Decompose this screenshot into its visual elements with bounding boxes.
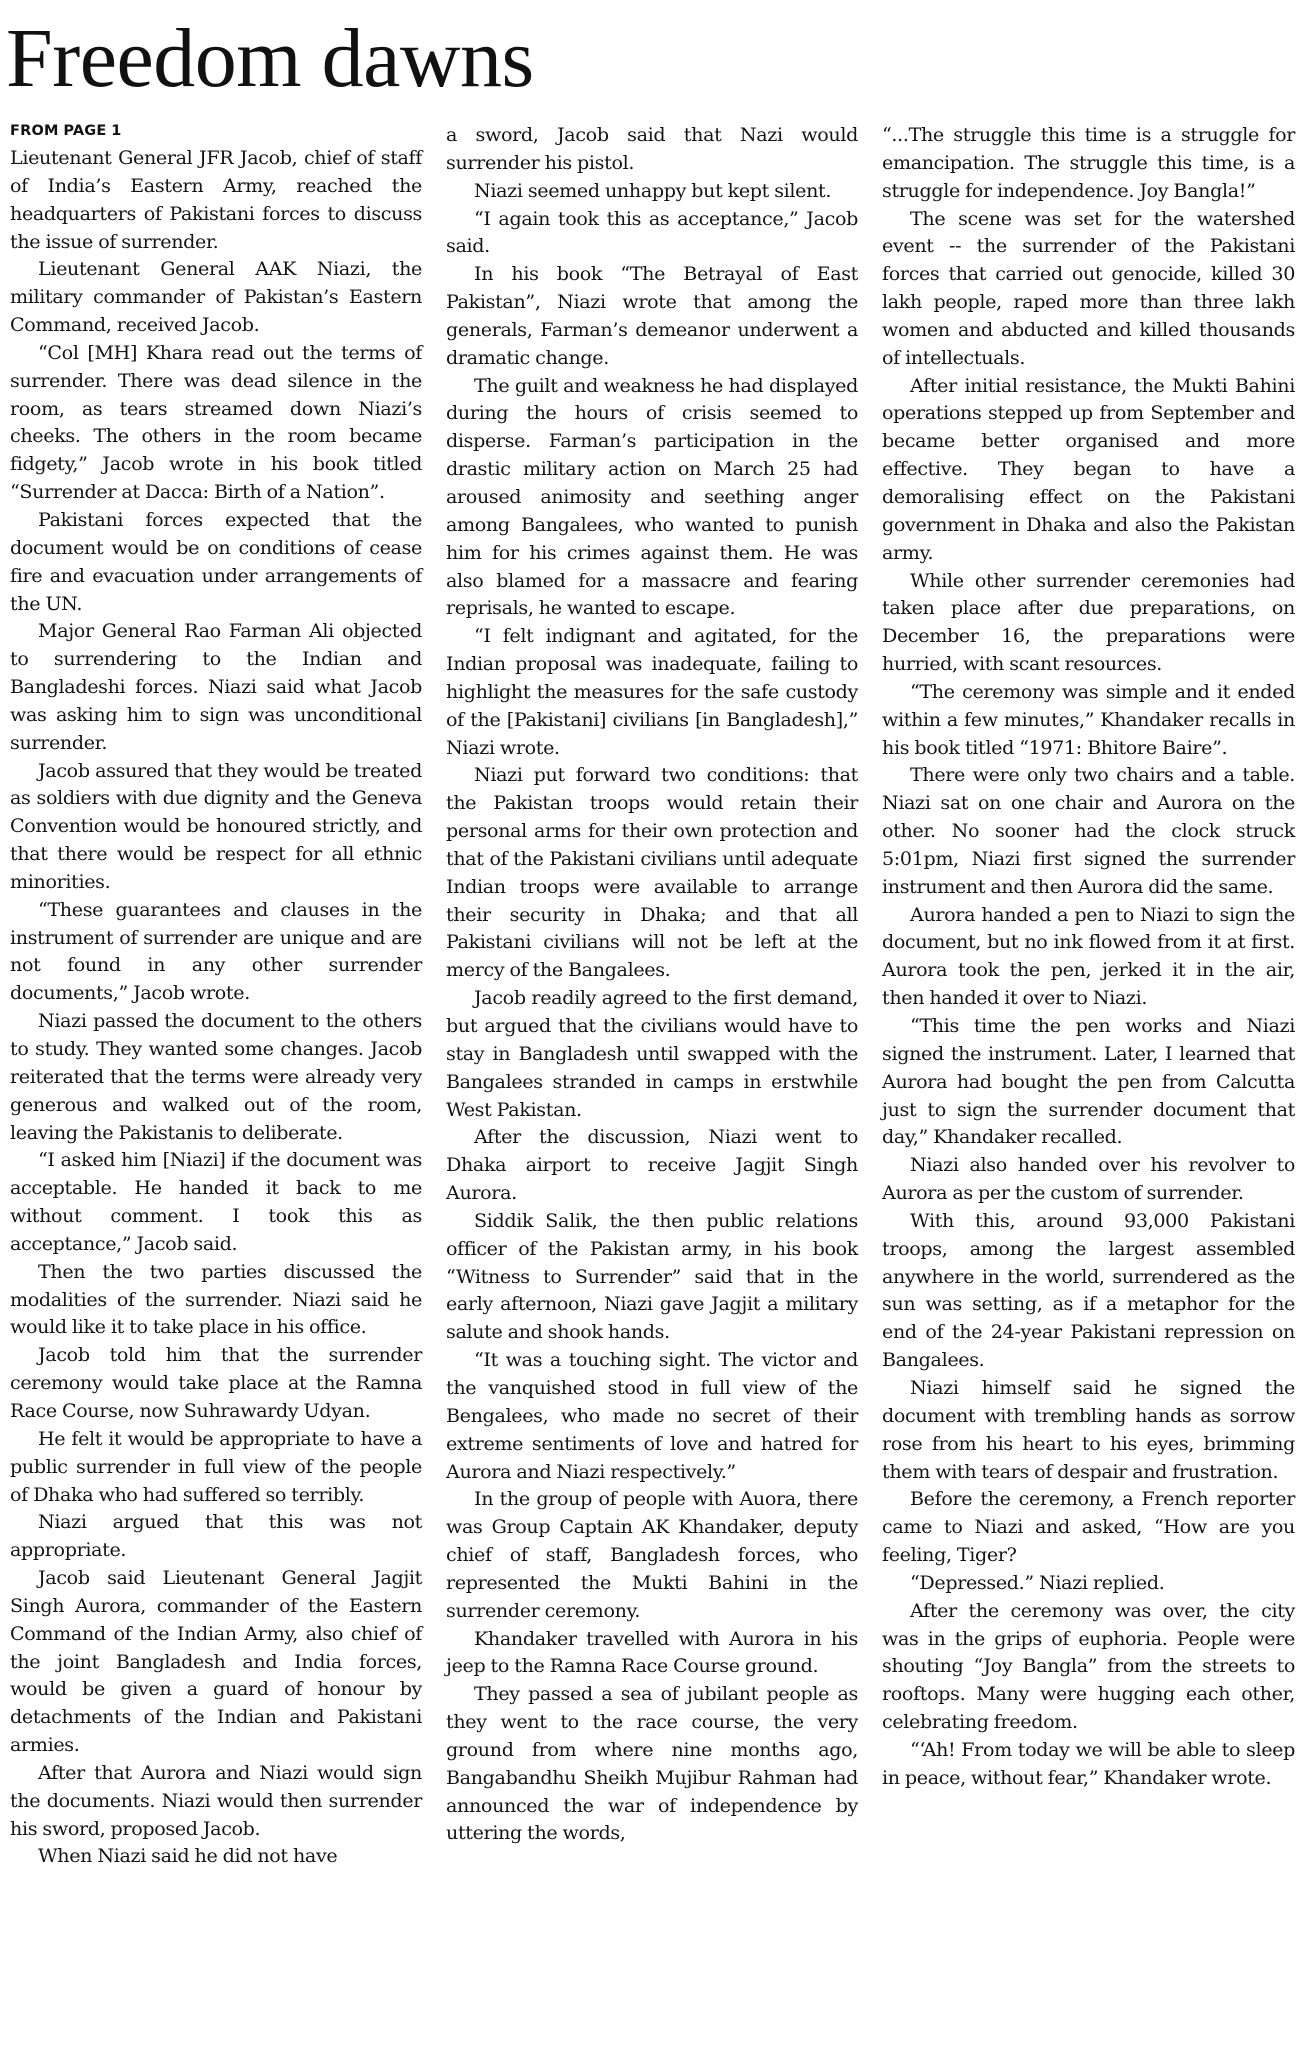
paragraph: The scene was set for the watershed event -- the surrender of the Pakistani forces that carried out genocide, killed 30 lakh people, raped more than three lakh women and abducted and killed thousands of intellectuals. [882, 206, 1295, 369]
paragraph: With this, around 93,000 Pakistani troops, among the largest assembled anywhere in the world, surrendered as the sun was setting, as if a metaphor for the end of the 24-year Pakistani repression on Bangalees. [882, 1208, 1295, 1372]
paragraph: After the discussion, Niazi went to Dhaka airport to receive Jagjit Singh Aurora. [446, 1125, 858, 1205]
headline: Freedom dawns [6, 12, 534, 105]
article-column-1 [10, 121, 422, 1870]
paragraph: “It was a touching sight. The victor and the vanquished stood in full view of the Bengalees, who made no secret of their extreme sentiments of love and hatred for Aurora and Niazi respectively.” [446, 1348, 858, 1483]
paragraph: He felt it would be appropriate to have a public surrender in full view of the people of Dhaka who had suffered so terribly. [10, 1426, 422, 1506]
paragraph: “Depressed.” Niazi replied. [910, 1570, 1165, 1594]
paragraph: Niazi himself said he signed the document with trembling hands as sorrow rose from his heart to his eyes, brimming them with tears of despair and frustration. [882, 1375, 1295, 1483]
paragraph: a sword, Jacob said that Nazi would surrender his pistol. [446, 123, 858, 174]
paragraph: Khandaker travelled with Aurora in his jeep to the Ramna Race Course ground. [446, 1626, 858, 1678]
paragraph: Lieutenant General JFR Jacob, chief of staff of India’s Eastern Army, reached the headquarters of Pakistani forces to discuss the issue of surrender. [10, 146, 422, 253]
paragraph: Jacob assured that they would be treated as soldiers with due dignity and the Geneva Convention would be honoured strictly, and that there would be respect for all ethnic minorities. [10, 758, 422, 893]
paragraph: There were only two chairs and a table. Niazi sat on one chair and Aurora on the other. No sooner had the clock struck 5:01pm, Niazi first signed the surrender instrument and then Aurora did the same. [882, 763, 1295, 898]
paragraph: When Niazi said he did not have [38, 1844, 338, 1868]
paragraph: “‘Ah! From today we will be able to sleep in peace, without fear,” Khandaker wrote. [882, 1737, 1295, 1789]
paragraph: “This time the pen works and Niazi signed the instrument. Later, I learned that Aurora had bought the pen from Calcutta just to sign the surrender document that day,” Khandaker recalled. [882, 1014, 1295, 1149]
paragraph: Jacob said Lieutenant General Jagjit Singh Aurora, commander of the Eastern Command of the Indian Army, also chief of the joint Bangladesh and India forces, would be given a guard of honour by detachments of the Indian and Pakistani armies. [10, 1566, 422, 1757]
paragraph: “Col [MH] Khara read out the terms of surrender. There was dead silence in the room, as tears streamed down Niazi’s cheeks. The others in the room became fidgety,” Jacob wrote in his book titled “Surrender at Dacca: Birth of a Nation”. [10, 340, 422, 504]
paragraph: Jacob readily agreed to the first demand, but argued that the civilians would have to stay in Bangladesh until swapped with the Bangalees stranded in camps in erstwhile West Pakistan. [446, 986, 858, 1121]
paragraph: Pakistani forces expected that the document would be on conditions of cease fire and evacuation under arrangements of the UN. [10, 507, 422, 615]
paragraph: While other surrender ceremonies had taken place after due preparations, on December 16, the preparations were hurried, with scant resources. [882, 568, 1295, 676]
paragraph: “I felt indignant and agitated, for the Indian proposal was inadequate, failing to highlight the measures for the safe custody of the [Pakistani] civilians [in Bangladesh],” Niazi wrote. [446, 624, 858, 759]
paragraph: “I again took this as acceptance,” Jacob said. [446, 206, 858, 258]
paragraph: In the group of people with Auora, there was Group Captain AK Khandaker, deputy chief of staff, Bangladesh forces, who represented the Mukti Bahini in the surrender ceremony. [446, 1487, 858, 1622]
article-column-3 [882, 121, 1295, 1792]
paragraph: Jacob told him that the surrender ceremony would take place at the Ramna Race Course, now Suhrawardy Udyan. [10, 1343, 422, 1422]
paragraph: Niazi seemed unhappy but kept silent. [474, 178, 832, 202]
paragraph: Niazi passed the document to the others to study. They wanted some changes. Jacob reiterated that the terms were already very generous and walked out of the room, leaving the Pakistanis to deliberate. [10, 1009, 422, 1144]
paragraph: “The ceremony was simple and it ended within a few minutes,” Khandaker recalls in his book titled “1971: Bhitore Baire”. [882, 679, 1295, 759]
paragraph: After that Aurora and Niazi would sign the documents. Niazi would then surrender his sword, proposed Jacob. [10, 1760, 422, 1840]
paragraph: The guilt and weakness he had displayed during the hours of crisis seemed to disperse. Farman’s participation in the drastic military action on March 25 had aroused animosity and seething anger among Bangalees, who wanted to punish him for his crimes against them. He was also blamed for a massacre and fearing reprisals, he wanted to escape. [446, 373, 858, 620]
paragraph: Before the ceremony, a French reporter came to Niazi and asked, “How are you feeling, Tiger? [882, 1487, 1295, 1567]
continuation-kicker: FROM PAGE 1 [10, 123, 122, 139]
paragraph: Then the two parties discussed the modalities of the surrender. Niazi said he would like it to take place in his office. [10, 1259, 422, 1339]
paragraph: Niazi also handed over his revolver to Aurora as per the custom of surrender. [882, 1153, 1295, 1205]
paragraph: Niazi put forward two conditions: that the Pakistan troops would retain their personal arms for their own protection and that of the Pakistani civilians until adequate Indian troops were available to arrange their security in Dhaka; and that all Pakistani civilians will not be left at the mercy of the Bangalees. [446, 763, 858, 982]
paragraph: In his book “The Betrayal of East Pakistan”, Niazi wrote that among the generals, Farman’s demeanor underwent a dramatic change. [446, 262, 858, 369]
article-column-2 [446, 121, 858, 1847]
paragraph: They passed a sea of jubilant people as they went to the race course, the very ground from where nine months ago, Bangabandhu Sheikh Mujibur Rahman had announced the war of independence by uttering the words, [446, 1682, 858, 1845]
paragraph: After initial resistance, the Mukti Bahini operations stepped up from September and became better organised and more effective. They began to have a demoralising effect on the Pakistani government in Dhaka and also the Pakistan army. [882, 373, 1295, 564]
paragraph: Niazi argued that this was not appropriate. [10, 1510, 422, 1562]
paragraph: Major General Rao Farman Ali objected to surrendering to the Indian and Bangladeshi forces. Niazi said what Jacob was asking him to sign was unconditional surrender. [10, 619, 422, 754]
paragraph: Lieutenant General AAK Niazi, the military commander of Pakistan’s Eastern Command, received Jacob. [10, 257, 422, 337]
paragraph: “I asked him [Niazi] if the document was acceptable. He handed it back to me without comment. I took this as acceptance,” Jacob said. [10, 1148, 422, 1255]
paragraph: “These guarantees and clauses in the instrument of surrender are unique and are not found in any other surrender documents,” Jacob wrote. [10, 897, 422, 1005]
paragraph: Aurora handed a pen to Niazi to sign the document, but no ink flowed from it at first. Aurora took the pen, jerked it in the air, then handed it over to Niazi. [882, 902, 1295, 1010]
paragraph: “...The struggle this time is a struggle for emancipation. The struggle this time, is a struggle for independence. Joy Bangla!” [882, 123, 1295, 202]
paragraph: After the ceremony was over, the city was in the grips of euphoria. People were shouting “Joy Bangla” from the streets to rooftops. Many were hugging each other, celebrating freedom. [882, 1598, 1295, 1734]
paragraph: Siddik Salik, the then public relations officer of the Pakistan army, in his book “Witness to Surrender” said that in the early afternoon, Niazi gave Jagjit a military salute and shook hands. [446, 1208, 858, 1344]
